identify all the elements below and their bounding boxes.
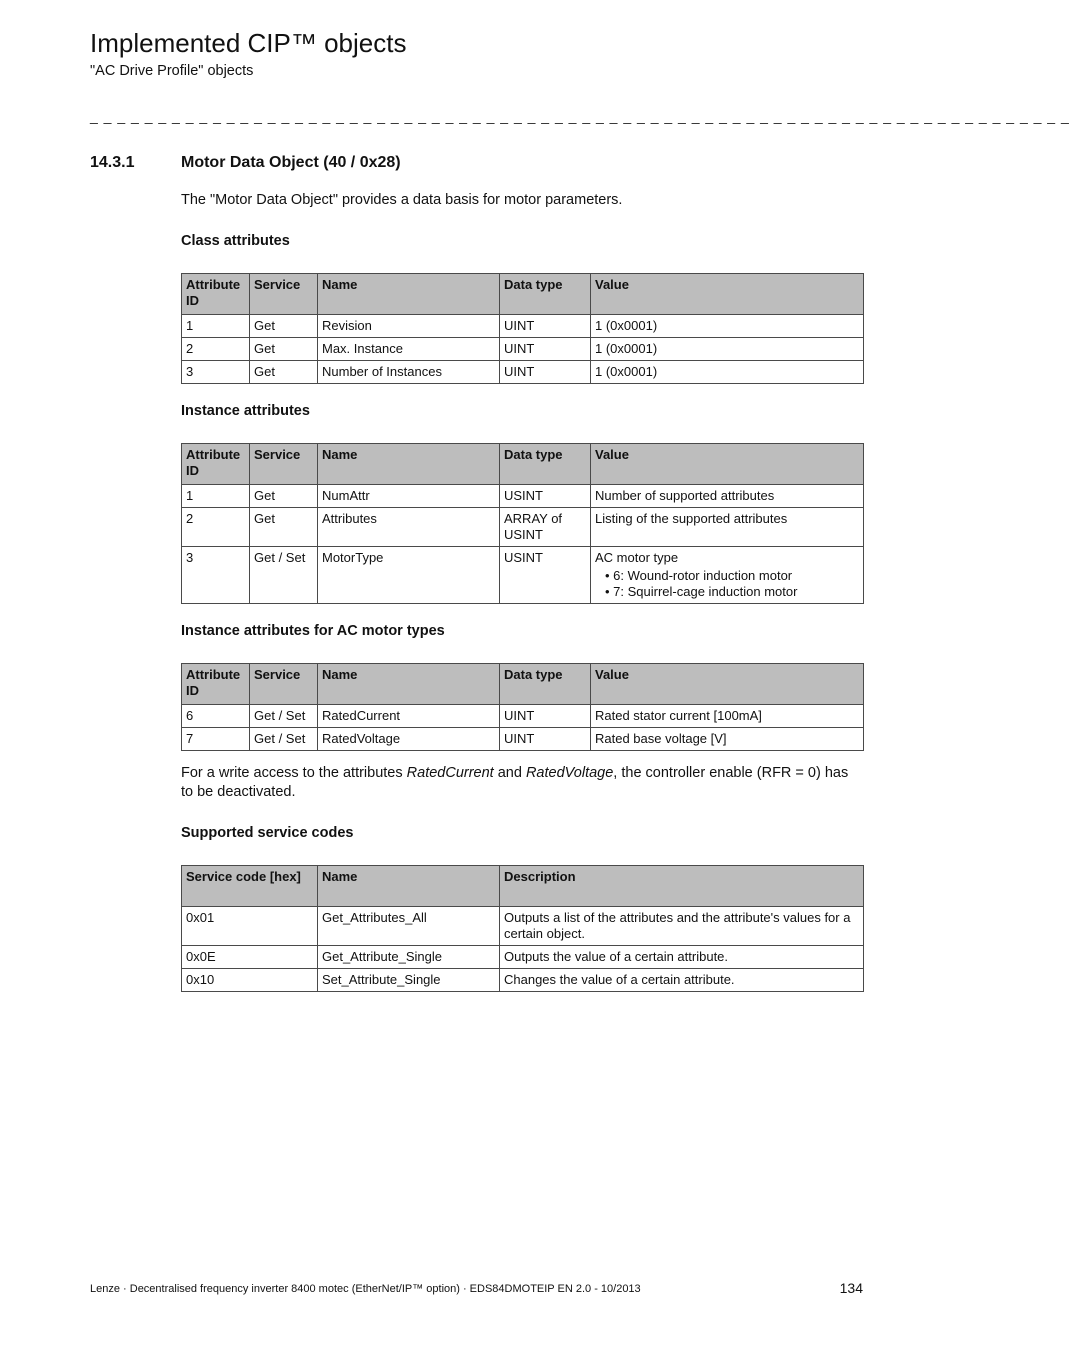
list-item: • 6: Wound-rotor induction motor [605,568,859,584]
table-header-row [182,664,864,705]
table-row [182,969,864,992]
page-title: Implemented CIP™ objects [90,28,407,58]
instance-attributes-table [181,443,864,604]
table-cell: Number of Instances [318,361,500,384]
section-number: 14.3.1 [90,154,135,171]
table-cell: Get [250,508,318,547]
table-row [182,907,864,946]
service-codes-table [181,865,864,992]
table-row [182,547,864,604]
column-header: Name [318,444,500,485]
column-header: Name [318,866,500,907]
table-cell: Get / Set [250,705,318,728]
table-cell: 2 [182,508,250,547]
table-cell: 1 (0x0001) [591,361,864,384]
table-cell: Outputs a list of the attributes and the attribute's values for a certain object. [500,907,864,946]
table-row [182,508,864,547]
class-attributes-heading: Class attributes [181,233,290,249]
column-header: Data type [500,444,591,485]
table-cell: 3 [182,361,250,384]
table-cell: 0x01 [182,907,318,946]
column-header: Attribute ID [182,664,250,705]
table-cell: RatedCurrent [318,705,500,728]
table-cell: Get [250,361,318,384]
table-row [182,485,864,508]
motor-type-list [595,568,859,600]
table-cell: UINT [500,728,591,751]
column-header: Data type [500,274,591,315]
dashed-divider: _ _ _ _ _ _ _ _ _ _ _ _ _ _ _ _ _ _ _ _ _ _ _ _ _ _ _ _ _ _ _ _ _ _ _ _ _ _ _ _ _ _ _ _ _ _ _ _ _ _ _ _ _ _ _ _ _ _ _ _ _ _ _ _ _ _ _ _ _ _ _ _ [90,108,1070,124]
table-cell: Revision [318,315,500,338]
table-row [182,338,864,361]
instance-attributes-heading: Instance attributes [181,403,310,419]
note-attribute-name: RatedVoltage [525,765,614,781]
column-header: Data type [500,664,591,705]
table-cell: Get [250,485,318,508]
column-header: Name [318,274,500,315]
note-text: , the controller enable (RFR = 0) has to be deactivated. [181,765,849,800]
column-header: Value [591,664,864,705]
table-cell: MotorType [318,547,500,604]
table-cell: Get_Attributes_All [318,907,500,946]
table-cell: 1 [182,485,250,508]
table-cell: 2 [182,338,250,361]
table-cell: Changes the value of a certain attribute. [500,969,864,992]
footer-text: Lenze · Decentralised frequency inverter 8400 motec (EtherNet/IP™ option) · EDS84DMOTEIP EN 2.0 - 10/2013 [90,1283,641,1295]
table-cell: 0x10 [182,969,318,992]
table-cell [591,547,864,604]
table-cell: NumAttr [318,485,500,508]
table-header-row [182,444,864,485]
table-cell: Get / Set [250,728,318,751]
table-cell: 3 [182,547,250,604]
column-header: Service [250,444,318,485]
table-row [182,315,864,338]
column-header: Service [250,664,318,705]
table-cell: Set_Attribute_Single [318,969,500,992]
table-cell: 1 (0x0001) [591,338,864,361]
class-attributes-table [181,273,864,384]
table-cell: Get_Attribute_Single [318,946,500,969]
table-row [182,361,864,384]
table-cell: Attributes [318,508,500,547]
table-cell: UINT [500,315,591,338]
table-cell: Rated stator current [100mA] [591,705,864,728]
table-cell: Number of supported attributes [591,485,864,508]
table-cell: 0x0E [182,946,318,969]
table-cell: USINT [500,547,591,604]
intro-paragraph: The "Motor Data Object" provides a data basis for motor parameters. [181,192,623,208]
table-cell: Get [250,315,318,338]
column-header: Description [500,866,864,907]
table-cell: 6 [182,705,250,728]
table-cell: Rated base voltage [V] [591,728,864,751]
table-cell: Max. Instance [318,338,500,361]
service-codes-heading: Supported service codes [181,825,354,841]
table-cell: Outputs the value of a certain attribute. [500,946,864,969]
table-cell: RatedVoltage [318,728,500,751]
table-cell: 1 (0x0001) [591,315,864,338]
table-row [182,728,864,751]
table-cell: UINT [500,361,591,384]
table-cell: Listing of the supported attributes [591,508,864,547]
column-header: Value [591,444,864,485]
table-header-row [182,274,864,315]
page-subtitle: "AC Drive Profile" objects [90,63,254,79]
note-attribute-name: RatedCurrent [406,765,494,781]
table-header-row [182,866,864,907]
note-text: and [493,765,526,781]
table-cell: 1 [182,315,250,338]
column-header: Service code [hex] [182,866,318,907]
table-cell: Get [250,338,318,361]
ac-motor-attributes-heading: Instance attributes for AC motor types [181,623,445,639]
table-cell: UINT [500,338,591,361]
column-header: Name [318,664,500,705]
table-cell: USINT [500,485,591,508]
column-header: Service [250,274,318,315]
table-row [182,705,864,728]
column-header: Attribute ID [182,444,250,485]
section-title: Motor Data Object (40 / 0x28) [181,154,401,171]
table-cell: UINT [500,705,591,728]
motor-type-label: AC motor type [595,550,679,565]
table-cell: 7 [182,728,250,751]
list-item: • 7: Squirrel-cage induction motor [605,584,859,600]
column-header: Value [591,274,864,315]
table-cell: ARRAY of USINT [500,508,591,547]
note-text: For a write access to the attributes [181,765,407,781]
column-header: Attribute ID [182,274,250,315]
table-row [182,946,864,969]
ac-motor-attributes-table [181,663,864,751]
page-number: 134 [839,1280,863,1296]
write-access-note [181,764,863,802]
table-cell: Get / Set [250,547,318,604]
